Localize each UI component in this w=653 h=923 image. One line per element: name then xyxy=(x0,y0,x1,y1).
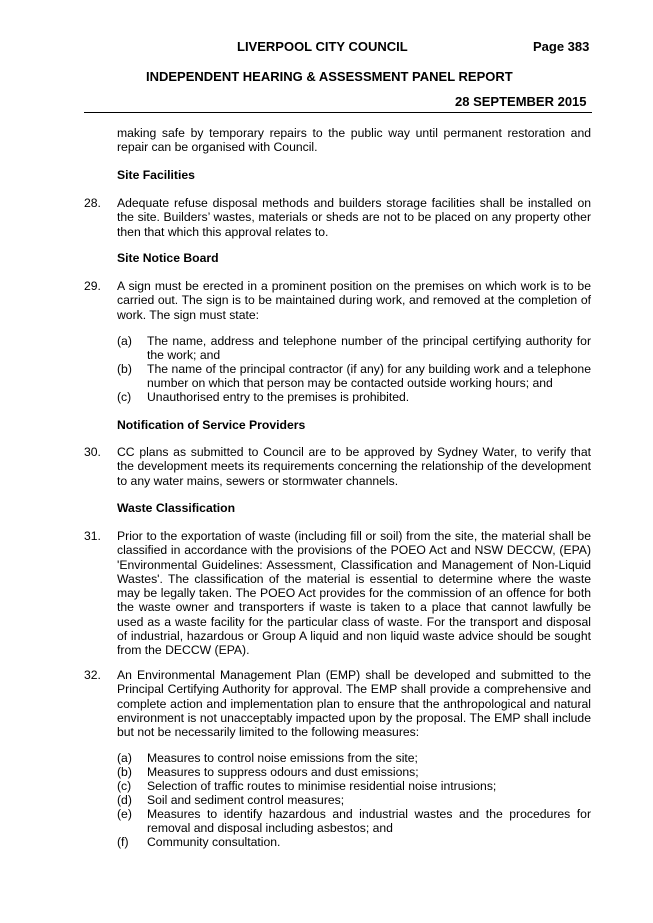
list-item-text: Measures to control noise emissions from the site; xyxy=(147,751,418,765)
condition-text-32: An Environmental Management Plan (EMP) shall be developed and submitted to the Principal Certifying Authority for approval. The EMP shall provide a comprehensive and complete action and implementation plan to ensure that the anthropological and natural environment is not unacceptably impacted upon by the proposal. The EMP shall include but not be necessarily limited to the following measures: xyxy=(117,668,591,740)
list-item-label: (d) xyxy=(117,793,132,807)
intro-paragraph: making safe by temporary repairs to the public way until permanent restoration and repair can be organised with Council. xyxy=(117,126,591,155)
list-item-text: Unauthorised entry to the premises is prohibited. xyxy=(147,390,410,404)
page-number: Page 383 xyxy=(533,39,590,54)
list-item-label: (c) xyxy=(117,390,132,404)
list-item-text: Community consultation. xyxy=(147,835,281,849)
list-item-label: (a) xyxy=(117,334,132,348)
list-item-label: (f) xyxy=(117,835,129,849)
list-item-text: Measures to identify hazardous and industrial wastes and the procedures for removal and disposal including asbestos; and xyxy=(147,807,591,836)
list-item-text: Selection of traffic routes to minimise residential noise intrusions; xyxy=(147,779,497,793)
list-item-label: (b) xyxy=(117,765,132,779)
header-rule xyxy=(84,112,592,113)
condition-number-31: 31. xyxy=(84,529,101,543)
heading-service-providers: Notification of Service Providers xyxy=(117,418,306,432)
council-name: LIVERPOOL CITY COUNCIL xyxy=(237,39,408,54)
list-item-text: The name of the principal contractor (if any) for any building work and a telephone number on which that person may be contacted outside working hours; and xyxy=(147,362,591,391)
list-item-text: Soil and sediment control measures; xyxy=(147,793,345,807)
condition-text-28: Adequate refuse disposal methods and builders storage facilities shall be installed on the site. Builders’ wastes, materials or sheds are not to be placed on any property other then that which this approval relates to. xyxy=(117,196,591,239)
condition-text-31: Prior to the exportation of waste (including fill or soil) from the site, the material shall be classified in accordance with the provisions of the POEO Act and NSW DECCW, (EPA) 'Environmental Guidelines: Assessment, Classification and Management of Non-Liquid Wastes'. The classification of the material is essential to determine where the waste may be legally taken. The POEO Act provides for the commission of an offence for both the waste owner and transporters if waste is taken to a place that cannot lawfully be used as a waste facility for the particular class of waste. For the transport and disposal of industrial, hazardous or Group A liquid and non liquid waste advice should be sought from the DECCW (EPA). xyxy=(117,529,591,658)
list-item-label: (e) xyxy=(117,807,132,821)
condition-number-30: 30. xyxy=(84,445,101,459)
condition-number-29: 29. xyxy=(84,279,101,293)
heading-site-notice-board: Site Notice Board xyxy=(117,251,219,265)
list-item-label: (c) xyxy=(117,779,132,793)
list-item-text: Measures to suppress odours and dust emissions; xyxy=(147,765,419,779)
heading-waste-classification: Waste Classification xyxy=(117,501,236,515)
condition-number-28: 28. xyxy=(84,196,101,210)
list-item-label: (b) xyxy=(117,362,132,376)
condition-text-30: CC plans as submitted to Council are to be approved by Sydney Water, to verify that the development meets its requirements concerning the relationship of the development to any water mains, sewers or stormwater channels. xyxy=(117,445,591,488)
list-item-label: (a) xyxy=(117,751,132,765)
condition-number-32: 32. xyxy=(84,668,101,682)
report-date: 28 SEPTEMBER 2015 xyxy=(455,94,587,109)
condition-text-29: A sign must be erected in a prominent position on the premises on which work is to be carried out. The sign is to be maintained during work, and removed at the completion of work. The sign must state: xyxy=(117,279,591,322)
heading-site-facilities: Site Facilities xyxy=(117,168,195,182)
report-title: INDEPENDENT HEARING & ASSESSMENT PANEL REPORT xyxy=(146,69,513,84)
list-item-text: The name, address and telephone number of the principal certifying authority for the work; and xyxy=(147,334,591,363)
